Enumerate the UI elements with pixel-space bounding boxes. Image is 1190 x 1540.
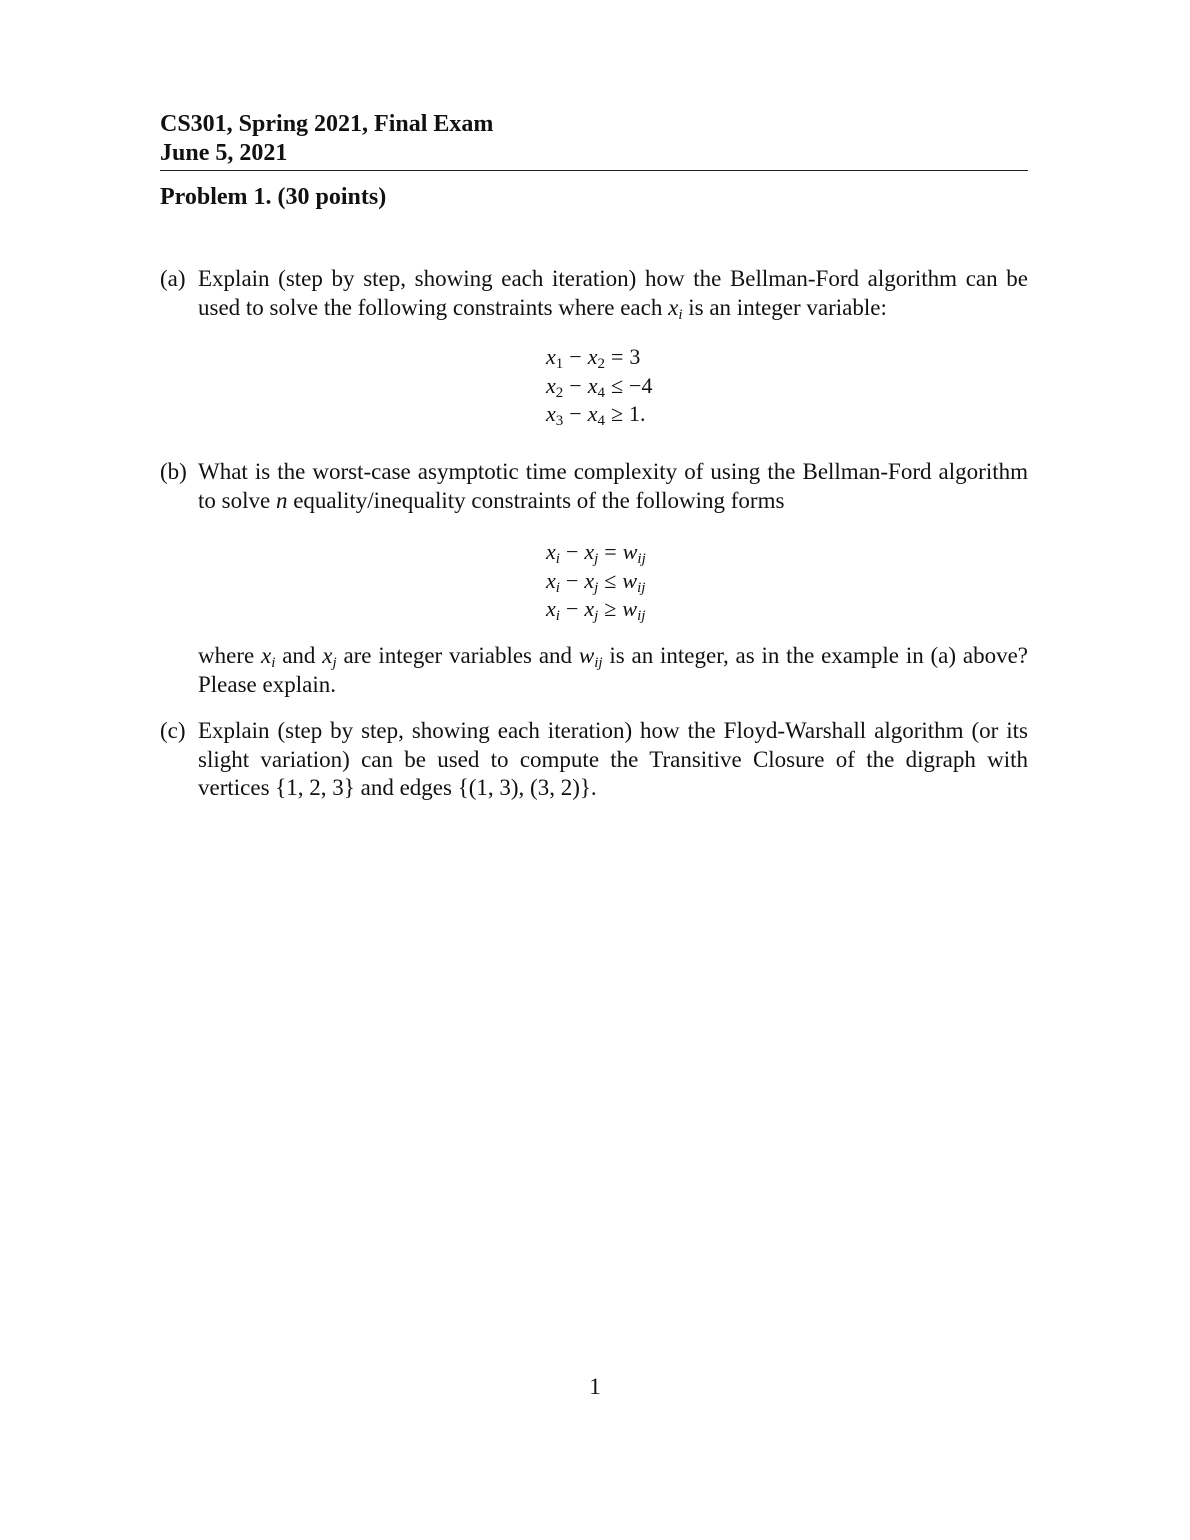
equation-row: $x_i - x_j \ge w_{ij}$: [546, 596, 646, 624]
header-divider: [160, 170, 1028, 171]
part-a-text: Explain (step by step, showing each iteration) how the Bellman-Ford algorithm can be used to solve the following constraints where each $x_i$ is an integer variable:: [198, 266, 1028, 323]
part-c: [160, 717, 1028, 803]
equation-row: $x_i - x_j \le w_{ij}$: [546, 567, 646, 596]
part-c-label: (c): [160, 718, 186, 743]
equation-row: $x_i - x_j = w_{ij}$: [546, 539, 646, 567]
equation-row: $x_1 - x_2 = 3$: [546, 344, 641, 372]
equation-row: $x_2 - x_4 \le -4$: [546, 372, 653, 401]
part-b-equations: [546, 538, 646, 624]
part-a-equations: [546, 343, 652, 429]
exam-header: [160, 110, 1028, 168]
equation-row: $x_3 - x_4 \ge 1$.: [546, 401, 646, 429]
part-b-followup: [160, 642, 1028, 699]
part-b-followup-text: where $x_i$ and $x_j$ are integer variables and $w_{ij}$ is an integer, as in the example in (a) above? Please explain.: [198, 643, 1028, 697]
exam-title: CS301, Spring 2021, Final Exam: [160, 111, 494, 137]
part-b: [160, 458, 1028, 515]
exam-date: June 5, 2021: [160, 140, 288, 166]
part-b-label: (b): [160, 459, 187, 484]
part-c-text: Explain (step by step, showing each iteration) how the Floyd-Warshall algorithm (or its slight variation) can be used to compute the Transitive Closure of the digraph with vertices {1, 2, 3} and edges {(1, 3), (3, 2)}.: [198, 718, 1028, 800]
problem-title: Problem 1. (30 points): [160, 184, 387, 210]
part-a: [160, 265, 1028, 322]
page-number: 1: [589, 1374, 601, 1399]
part-a-label: (a): [160, 266, 186, 291]
part-b-text: What is the worst-case asymptotic time complexity of using the Bellman-Ford algorithm to solve n equality/inequality constraints of the following forms: [198, 459, 1028, 513]
